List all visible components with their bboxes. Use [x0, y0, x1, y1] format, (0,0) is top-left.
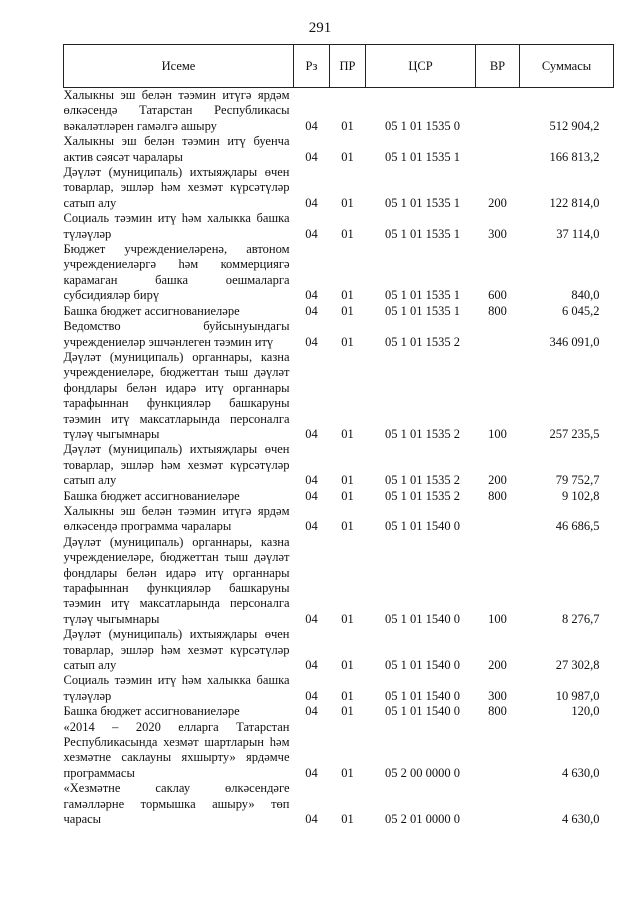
cell-vr: 200 — [488, 195, 507, 210]
header-sum: Суммасы — [520, 45, 614, 88]
cell-vr — [476, 88, 520, 135]
cell-rz: 04 — [305, 688, 318, 703]
cell-vr — [476, 319, 520, 350]
cell-name: Дәүләт (муниципаль) органнары, казна учреждениеләре, бюджеттан тыш дәүләт фондлары белән идарә итү органнары тарафыннан функцияләр башкаруны тәэмин итү максатларында персоналга түләү чыгымнары — [63, 349, 290, 441]
cell-sum: 79 752,7 — [555, 473, 600, 488]
cell-rz: 04 — [305, 812, 318, 827]
cell-pr: 01 — [341, 118, 354, 133]
cell-vr: 200 — [488, 658, 507, 673]
cell-csr: 05 1 01 1535 2 — [385, 488, 460, 503]
cell-sum: 27 302,8 — [555, 658, 600, 673]
cell-rz: 04 — [305, 488, 318, 503]
cell-sum: 512 904,2 — [549, 118, 600, 133]
header-vr: ВР — [476, 45, 520, 88]
cell-name: Дәүләт (муниципаль) органнары, казна учреждениеләре, бюджеттан тыш дәүләт фондлары белән идарә итү органнары тарафыннан функцияләр башкаруны тәэмин итү максатларында персоналга түләү чыгымнары — [63, 534, 290, 626]
header-name: Исеме — [64, 45, 294, 88]
cell-sum: 257 235,5 — [549, 426, 600, 441]
cell-rz: 04 — [305, 334, 318, 349]
cell-pr: 01 — [341, 334, 354, 349]
cell-csr: 05 1 01 1535 0 — [385, 118, 460, 133]
cell-rz: 04 — [305, 303, 318, 318]
cell-sum: 4 630,0 — [562, 812, 600, 827]
page-number: 291 — [308, 20, 332, 36]
table-row — [64, 720, 614, 782]
cell-csr: 05 1 01 1540 0 — [385, 704, 460, 719]
table-row — [64, 781, 614, 827]
cell-pr: 01 — [341, 704, 354, 719]
table-row — [64, 442, 614, 488]
cell-csr: 05 1 01 1535 2 — [385, 473, 460, 488]
cell-csr: 05 1 01 1540 0 — [385, 611, 460, 626]
cell-rz: 04 — [305, 226, 318, 241]
header-csr: ЦСР — [366, 45, 476, 88]
table-row — [64, 242, 614, 304]
cell-csr: 05 1 01 1535 1 — [385, 288, 460, 303]
table-row — [64, 350, 614, 442]
cell-vr: 200 — [488, 473, 507, 488]
cell-sum: 166 813,2 — [549, 149, 600, 164]
table-row — [64, 704, 614, 719]
table-row — [64, 304, 614, 319]
budget-table — [63, 44, 614, 828]
cell-pr: 01 — [341, 488, 354, 503]
table-row — [64, 504, 614, 535]
table-header — [64, 45, 614, 88]
cell-csr: 05 2 00 0000 0 — [385, 765, 460, 780]
cell-rz: 04 — [305, 149, 318, 164]
cell-csr: 05 1 01 1535 1 — [385, 149, 460, 164]
cell-name: Башка бюджет ассигнованиеләре — [63, 303, 240, 318]
table-row — [64, 489, 614, 504]
cell-rz: 04 — [305, 611, 318, 626]
cell-sum: 346 091,0 — [549, 334, 600, 349]
cell-name: Дәүләт (муниципаль) ихтыяҗлары өчен товарлар, эшләр һәм хезмәт күрсәтүләр сатып алу — [63, 442, 290, 488]
table-row — [64, 627, 614, 673]
cell-csr: 05 1 01 1535 2 — [385, 334, 460, 349]
cell-sum: 840,0 — [571, 288, 600, 303]
cell-name: Ведомство буйсынуындагы учреждениеләр эшчәнлеген тәэмин итү — [63, 319, 290, 349]
cell-name: Дәүләт (муниципаль) ихтыяҗлары өчен товарлар, эшләр һәм хезмәт күрсәтүләр сатып алу — [63, 627, 290, 673]
cell-name: Социаль тәэмин итү һәм халыкка башка түләүләр — [63, 211, 290, 241]
cell-vr: 100 — [488, 611, 507, 626]
cell-name: «Хезмәтне саклау өлкәсендәге гамәлләрне тормышка ашыру» төп чарасы — [63, 781, 290, 827]
cell-vr — [476, 781, 520, 827]
cell-rz: 04 — [305, 195, 318, 210]
cell-rz: 04 — [305, 118, 318, 133]
cell-pr: 01 — [341, 812, 354, 827]
cell-vr: 800 — [488, 303, 507, 318]
cell-pr: 01 — [341, 303, 354, 318]
table-row — [64, 134, 614, 165]
cell-name: Дәүләт (муниципаль) ихтыяҗлары өчен товарлар, эшләр һәм хезмәт күрсәтүләр сатып алу — [63, 165, 290, 210]
cell-pr: 01 — [341, 149, 354, 164]
header-pr: ПР — [330, 45, 366, 88]
cell-pr: 01 — [341, 611, 354, 626]
cell-sum: 37 114,0 — [556, 226, 600, 241]
cell-csr: 05 1 01 1535 1 — [385, 303, 460, 318]
cell-csr: 05 1 01 1540 0 — [385, 688, 460, 703]
cell-name: Халыкны эш белән тәэмин итү буенча актив сәясәт чаралары — [63, 134, 290, 164]
cell-pr: 01 — [341, 195, 354, 210]
cell-pr: 01 — [341, 426, 354, 441]
cell-vr — [476, 134, 520, 165]
cell-vr — [476, 720, 520, 782]
cell-vr: 100 — [488, 426, 507, 441]
cell-vr: 600 — [488, 288, 507, 303]
table-row — [64, 211, 614, 242]
cell-name: «2014 – 2020 елларга Татарстан Республикасында хезмәт шартларын һәм хезмәтне саклауны яхшырту» ярдәмче программасы — [63, 719, 290, 780]
cell-pr: 01 — [341, 473, 354, 488]
cell-name: Халыкны эш белән тәэмин итүгә ярдәм өлкәсендә Татарстан Республикасы вәкаләтләрен гамәлгә ашыру — [63, 88, 290, 133]
cell-sum: 8 276,7 — [562, 611, 600, 626]
cell-rz: 04 — [305, 426, 318, 441]
cell-sum: 122 814,0 — [549, 195, 600, 210]
cell-rz: 04 — [305, 704, 318, 719]
table-row — [64, 319, 614, 350]
header-rz: Рз — [294, 45, 330, 88]
cell-csr: 05 1 01 1540 0 — [385, 658, 460, 673]
table-row — [64, 673, 614, 704]
cell-vr: 300 — [488, 226, 507, 241]
table-row — [64, 88, 614, 135]
cell-vr: 800 — [488, 488, 507, 503]
cell-name: Социаль тәэмин итү һәм халыкка башка түләүләр — [63, 673, 290, 703]
cell-csr: 05 1 01 1535 2 — [385, 426, 460, 441]
cell-rz: 04 — [305, 658, 318, 673]
cell-csr: 05 1 01 1540 0 — [385, 519, 460, 534]
cell-rz: 04 — [305, 765, 318, 780]
cell-sum: 6 045,2 — [562, 303, 600, 318]
cell-pr: 01 — [341, 688, 354, 703]
cell-vr: 800 — [488, 704, 507, 719]
cell-sum: 10 987,0 — [555, 688, 600, 703]
cell-pr: 01 — [341, 519, 354, 534]
cell-pr: 01 — [341, 658, 354, 673]
cell-sum: 46 686,5 — [555, 519, 600, 534]
cell-sum: 120,0 — [571, 704, 600, 719]
cell-name: Башка бюджет ассигнованиеләре — [63, 704, 240, 719]
cell-pr: 01 — [341, 765, 354, 780]
cell-pr: 01 — [341, 288, 354, 303]
cell-csr: 05 1 01 1535 1 — [385, 195, 460, 210]
table-row — [64, 535, 614, 627]
cell-name: Бюджет учреждениеләренә, автоном учреждениеләргә һәм коммерциягә карамаган башка оешмаларга субсидияләр бирү — [63, 242, 290, 303]
cell-name: Башка бюджет ассигнованиеләре — [63, 488, 240, 503]
cell-rz: 04 — [305, 473, 318, 488]
cell-csr: 05 1 01 1535 1 — [385, 226, 460, 241]
cell-sum: 4 630,0 — [562, 765, 600, 780]
cell-rz: 04 — [305, 519, 318, 534]
cell-vr — [476, 504, 520, 535]
cell-sum: 9 102,8 — [562, 488, 600, 503]
table-row — [64, 165, 614, 211]
table-body — [64, 88, 614, 828]
cell-name: Халыкны эш белән тәэмин итүгә ярдәм өлкәсендә программа чаралары — [63, 503, 290, 534]
cell-vr: 300 — [488, 688, 507, 703]
cell-rz: 04 — [305, 288, 318, 303]
cell-csr: 05 2 01 0000 0 — [385, 812, 460, 827]
cell-pr: 01 — [341, 226, 354, 241]
